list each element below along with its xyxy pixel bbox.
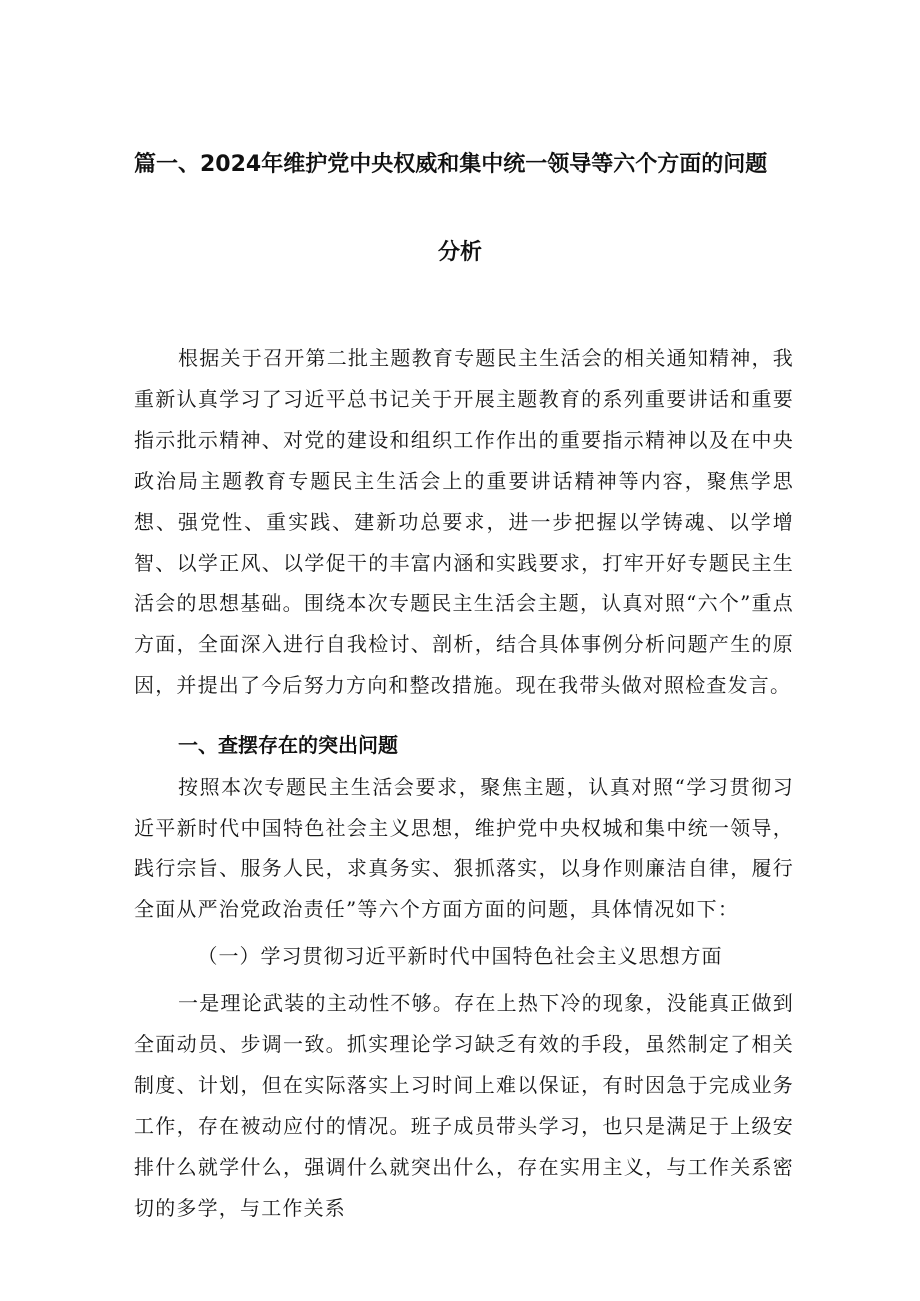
document-title-continued: 分析: [437, 240, 482, 265]
intro-paragraph: 根据关于召开第二批主题教育专题民主生活会的相关通知精神，我重新认真学习了习近平总书记关于开展主题教育的系列重要讲话和重要指示批示精神、对党的建设和组织工作作出的重要指示精神以及在中央政治局主题教育专题民主生活会上的重要讲话精神等内容，聚焦学思想、强党性、重实践、建新功总要求，进一步把握以学铸魂、以学增智、以学正风、以学促干的丰富内涵和实践要求，打牢开好专题民主生活会的思想基础。围绕本次专题民主生活会主题，认真对照“六个”重点方面，全面深入进行自我检讨、剖析，结合具体事例分析问题产生的原因，并提出了今后努力方向和整改措施。现在我带头做对照检查发言。: [134, 346, 794, 698]
document-title: 篇一、2024年维护党中央权威和集中统一领导等六个方面的问题: [134, 152, 768, 177]
section-paragraph: 按照本次专题民主生活会要求，聚焦主题，认真对照“学习贯彻习近平新时代中国特色社会主义思想，维护党中央权城和集中统一领导，践行宗旨、服务人民，求真务实、狠抓落实，以身作则廉洁自律，履行全面从严治党政治责任”等六个方面方面的问题，具体情况如下：: [134, 775, 794, 921]
subsection-paragraph: [134, 983, 794, 1229]
subsection-heading: （一）学习贯彻习近平新时代中国特色社会主义思想方面: [197, 944, 723, 968]
subsection-paragraph-text: 一是理论武装的主动性不够。存在上热下冷的现象，没能真正做到全面动员、步调一致。抓实理论学习缺乏有效的手段，虽然制定了相关制度、计划，但在实际落实上习时间上难以保证，有时因急于完成业务工作，存在被动应付的情况。班子成员带头学习，也只是满足于上级安排什么就学什么，强调什么就突出什么，存在实用主义，与工作关系密切的多学，与工作关系: [134, 991, 794, 1220]
section-heading: 一、查摆存在的突出问题: [178, 733, 398, 757]
